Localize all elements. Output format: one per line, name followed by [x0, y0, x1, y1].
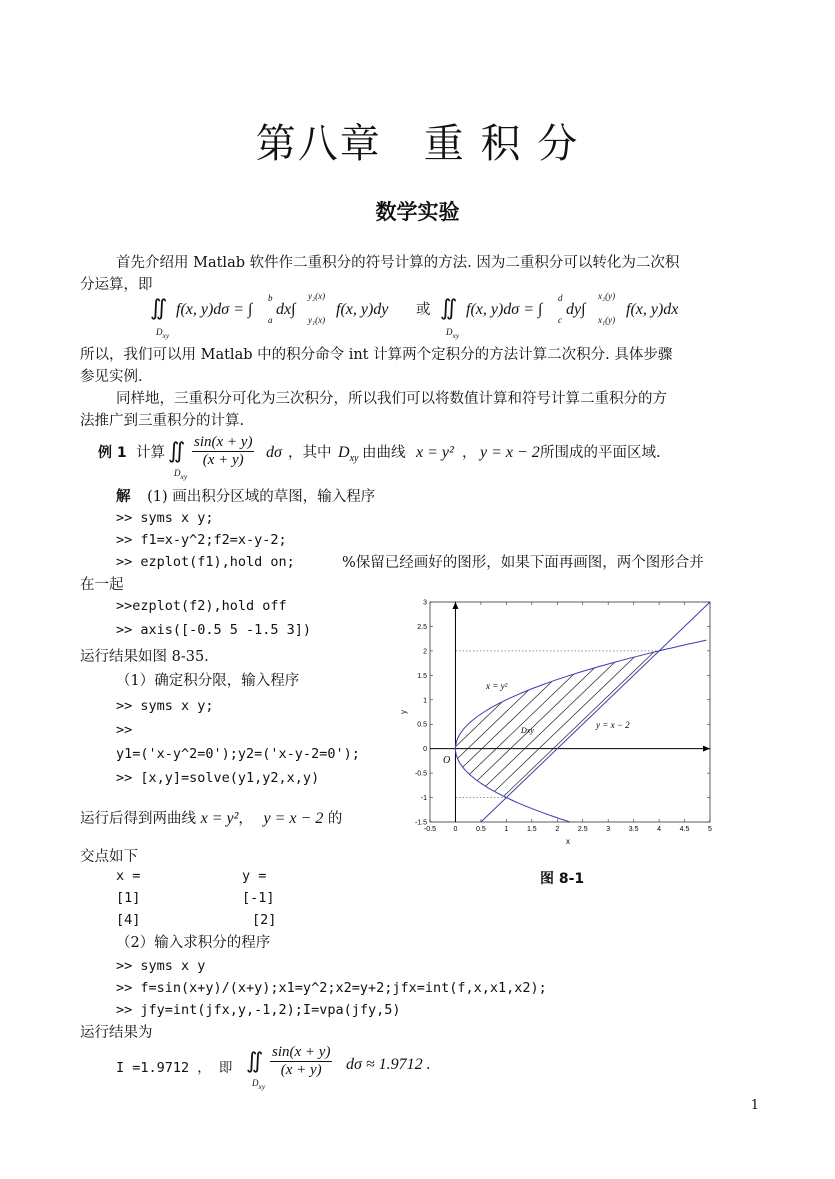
- output-row2-x: [4]: [116, 912, 141, 928]
- final-I: I =1.9712 ， 即: [116, 1060, 233, 1076]
- solution-step1-text: (1) 画出积分区域的草图，输入程序: [147, 489, 376, 505]
- y-tick-label: -1.5: [414, 819, 427, 827]
- example-text-b: ，其中: [288, 445, 332, 461]
- output-x-label: x =: [116, 868, 141, 884]
- chapter-title: 第八章 重 积 分: [255, 121, 580, 167]
- y-tick-label: 1.5: [417, 672, 427, 680]
- x-tick-label: 1: [504, 826, 509, 833]
- double-integral-formula: ∬ $D_{xy}$ f(x, y)dσ = ∫ b a dx∫ y₂(x) y₁(x) f(x, y)dy 或 ∬ $D_{xy}$ f(x, y)dσ = ∫ d c dy∫ x₂(y) x₁(y) f(x, y)dx: [150, 291, 679, 340]
- code-line-4: >>ezplot(f2),hold off: [116, 598, 287, 614]
- line-curve: [481, 602, 710, 822]
- final-result: I =1.9712 ， 即 ∬ $D_{xy}$ $\frac{\sin(x + y)}{(x + y)}$ dσ ≈ 1.9712 .: [116, 1044, 431, 1091]
- x-tick-label: 0: [453, 826, 458, 833]
- output-row2-y: [2]: [252, 912, 277, 928]
- example-1: 例 1 计算 ∬ $D_{xy}$ $\frac{\sin(x + y)}{(x + y)}$ dσ ，其中 $D_{xy}$ 由曲线 x = y² ， y = x − 2 所围成的平面区域.: [98, 434, 661, 481]
- hatch-line: [463, 681, 552, 767]
- y-axis-label: y: [399, 710, 408, 714]
- code-line-6: >> syms x y;: [116, 698, 214, 714]
- y-tick-label: 0.5: [417, 721, 427, 729]
- y-tick-label: 2.5: [417, 623, 427, 631]
- example-text-e: 所围成的平面区域.: [540, 445, 661, 461]
- y-tick-label: 2: [423, 648, 427, 656]
- x-tick-label: 5: [708, 826, 712, 833]
- x-tick-label: 1.5: [526, 826, 537, 833]
- intro-line-6: 法推广到三重积分的计算.: [80, 413, 245, 429]
- after-run-curve2: y = x − 2: [263, 810, 324, 827]
- hatch-line: [504, 652, 654, 796]
- after-run-line: 运行后得到两曲线 x = y²， y = x − 2 的: [80, 810, 343, 827]
- example-text-d: ，: [462, 445, 477, 461]
- code-line-11: >> f=sin(x+y)/(x+y);x1=y^2;x2=y+2;jfx=int(f,x,x1,x2);: [116, 980, 547, 996]
- x-tick-label: 3.5: [628, 826, 639, 833]
- intro-line-3: 所以，我们可以用 Matlab 中的积分命令 int 计算两个定积分的方法计算二次积分. 具体步骤: [80, 347, 673, 363]
- plot-curves: [456, 602, 711, 822]
- example-text-a: 计算: [136, 445, 165, 461]
- example-label: 例 1: [98, 445, 127, 461]
- code-comment: %保留已经画好的图形，如果下面再画图，两个图形合并: [342, 555, 704, 571]
- after-run-text: 运行后得到两曲线: [80, 811, 196, 827]
- formula-or: 或: [416, 302, 431, 318]
- parabola-curve: [456, 640, 707, 822]
- y-tick-label: -1: [420, 795, 427, 803]
- x-tick-label: 4.5: [679, 826, 690, 833]
- section-title: 数学实验: [375, 200, 460, 224]
- figure-caption: 图 8-1: [540, 871, 585, 887]
- solution-step1: [116, 486, 375, 508]
- x-tick-label: 2: [555, 826, 560, 833]
- example-text-c: 由曲线: [362, 445, 406, 461]
- x-tick-label: 3: [606, 826, 611, 833]
- x-axis-arrow: [703, 746, 710, 752]
- code-line-3: >> ezplot(f1),hold on;: [116, 554, 295, 570]
- solution-step3: （2）输入求积分的程序: [116, 935, 271, 951]
- code-line-7: >>: [116, 722, 133, 738]
- output-y-label: y =: [242, 868, 267, 884]
- result2-text: 运行结果为: [80, 1025, 153, 1041]
- y-tick-label: 1: [423, 697, 427, 705]
- code-line-10: >> syms x y: [116, 958, 206, 974]
- plot-ticks: [415, 600, 712, 834]
- final-fraction: $\frac{\sin(x + y)}{(x + y)}$: [272, 1044, 331, 1078]
- x-axis-label: x: [566, 837, 570, 846]
- x-tick-label: 2.5: [577, 826, 588, 833]
- code-line-2: >> f1=x-y^2;f2=x-y-2;: [116, 532, 287, 548]
- y-tick-label: 3: [423, 599, 427, 607]
- example-curve2: y = x − 2: [480, 444, 540, 461]
- output-row1-x: [1]: [116, 890, 141, 906]
- origin-label: O: [443, 755, 451, 766]
- intro-line-2: 分运算，即: [80, 277, 153, 293]
- y-tick-label: -0.5: [414, 770, 427, 778]
- intersect-text: 交点如下: [80, 849, 138, 865]
- code-line-9: >> [x,y]=solve(y1,y2,x,y): [116, 770, 320, 786]
- region-label: Dxy: [521, 726, 534, 735]
- page-number: 1: [750, 1098, 759, 1113]
- final-value: dσ ≈ 1.9712 .: [346, 1056, 431, 1073]
- plot-frame: [430, 602, 710, 822]
- after-run-curve1: x = y²: [200, 810, 239, 827]
- x-tick-label: 4: [657, 826, 662, 833]
- region-plot: [390, 596, 720, 852]
- x-tick-label: 0.5: [476, 826, 486, 833]
- curve1-label: x = y²: [486, 681, 508, 691]
- intro-line-5: 同样地，三重积分可化为三次积分，所以我们可以将数值计算和符号计算二重积分的方: [116, 391, 667, 407]
- intro-line-1: 首先介绍用 Matlab 软件作二重积分的符号计算的方法. 因为二重积分可以转化为二次积: [116, 255, 680, 271]
- result-text: 运行结果如图 8-35.: [80, 649, 209, 665]
- code-line-8: y1=('x-y^2=0');y2=('x-y-2=0');: [116, 746, 360, 762]
- output-row1-y: [-1]: [242, 890, 275, 906]
- code-line-12: >> jfy=int(jfx,y,-1,2);I=vpa(jfy,5): [116, 1002, 401, 1018]
- after-run-end: 的: [327, 811, 343, 827]
- example-fraction: $\frac{\sin(x + y)}{(x + y)}$: [194, 434, 253, 468]
- example-dsigma: dσ: [266, 444, 282, 461]
- code-comment-cont: 在一起: [80, 577, 124, 593]
- intro-line-4: 参见实例.: [80, 369, 143, 385]
- curve2-label: y = x − 2: [596, 720, 630, 730]
- example-curve1: x = y²: [416, 444, 454, 461]
- code-line-1: >> syms x y;: [116, 510, 214, 526]
- solution-step2: （1）确定积分限，输入程序: [116, 673, 300, 689]
- solution-label: 解: [116, 489, 131, 505]
- y-tick-label: 0: [423, 746, 427, 754]
- code-line-5: >> axis([-0.5 5 -1.5 3]): [116, 622, 312, 638]
- hatch-line: [456, 702, 502, 746]
- y-axis-arrow: [452, 602, 458, 609]
- x-tick-label: -0.5: [423, 826, 437, 833]
